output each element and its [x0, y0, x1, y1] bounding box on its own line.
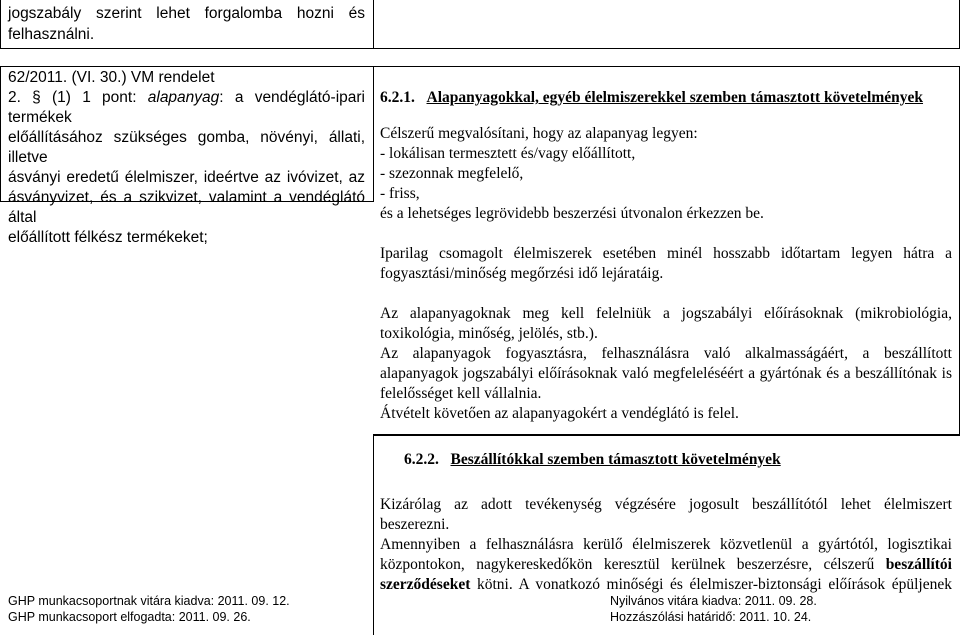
footer-right-line-1: Nyilvános vitára kiadva: 2011. 09. 28.: [610, 594, 817, 608]
left-para-line-5: előállított félkész termékeket;: [8, 229, 208, 246]
section-621-heading: [380, 88, 952, 108]
left-column-text: [8, 68, 365, 248]
footer-right-line-2: Hozzászólási határidő: 2011. 10. 24.: [610, 610, 812, 624]
section-622: [380, 450, 952, 595]
section-622-para1-line1: Kizárólag az adott tevékenység végzésére jogosult beszállítótól lehet élelmiszert: [380, 496, 952, 513]
left-para-line-1: 2. § (1) 1 pont: alapanyag: a vendéglátó-ipari termékek: [8, 89, 365, 126]
section-621: [380, 88, 952, 424]
section-622-para1-line2: beszerezni.: [380, 516, 450, 533]
footer-right: [610, 593, 817, 625]
section-622-para2-line3: [380, 575, 952, 595]
section-622-para2-line2-bold: beszállítói: [885, 556, 952, 573]
section-622-title: Beszállítókkal szemben támasztott követelmények: [450, 451, 781, 468]
section-621-para3-line1: Az alapanyagoknak meg kell felelniük a jogszabályi előírásoknak (mikrobiológia,: [380, 305, 952, 322]
section-622-para2-line2-text: központokon, nagykereskedőkön keresztül kerülnek beszerzésre, célszerű: [380, 556, 886, 573]
section-621-para5: Átvételt követően az alapanyagokért a vendéglátó is felel.: [380, 405, 739, 422]
section-621-bullet-1: - lokálisan termesztett és/vagy előállított,: [380, 145, 636, 162]
left-para-line-3: ásványi eredetű élelmiszer, ideértve az ivóvizet, az: [8, 169, 365, 186]
section-622-para2-line3-text: kötni. A vonatkozó minőségi és élelmiszer-biztonsági előírások épüljenek: [470, 576, 952, 593]
left-para-term: alapanyag: [147, 89, 220, 106]
section-621-intro: Célszerű megvalósítani, hogy az alapanyag legyen:: [380, 125, 698, 142]
section-621-para4-line2: alapanyagok jogszabályi előírásoknak való megfeleléséért a gyártónak és a beszállítónak is: [380, 365, 952, 382]
section-621-para2-line1: Iparilag csomagolt élelmiszerek esetében minél hosszabb időtartam legyen hátra a: [380, 245, 952, 262]
section-622-heading: [380, 450, 952, 470]
section-621-number: 6.2.1.: [380, 89, 415, 106]
left-heading: 62/2011. (VI. 30.) VM rendelet: [8, 69, 215, 86]
section-621-bullet-2: - szezonnak megfelelő,: [380, 165, 524, 182]
top-left-line-2: felhasználni.: [8, 26, 95, 43]
section-621-para2-line2: fogyasztási/minőség megőrzési idő lejáratáig.: [380, 265, 664, 282]
top-right-cell-border: [373, 0, 960, 49]
left-para-line-2: előállításához szükséges gomba, növényi, állati, illetve: [8, 129, 365, 166]
section-621-para4-line3: felelősséget kell vállalnia.: [380, 385, 542, 402]
section-621-bullet-3: - friss,: [380, 185, 420, 202]
footer-left-line-2: GHP munkacsoport elfogadta: 2011. 09. 26.: [8, 610, 251, 624]
section-622-para2-line1: Amennyiben a felhasználásra kerülő élelmiszerek közvetlenül a gyártótól, logisztikai: [380, 536, 952, 553]
footer-left-line-1: GHP munkacsoportnak vitára kiadva: 2011. 09. 12.: [8, 594, 290, 608]
section-621-title: Alapanyagokkal, egyéb élelmiszerekkel szemben támasztott követelmények: [426, 89, 924, 106]
section-622-para2-line2: [380, 555, 952, 575]
left-para-line-4: ásványvizet, és a szikvizet, valamint a vendéglátó által: [8, 189, 365, 226]
footer-left: [8, 593, 290, 625]
section-621-para3-line2: toxikológia, minőség, jelölés, stb.).: [380, 325, 598, 342]
top-left-cell-text: [8, 3, 365, 45]
section-621-bullets-tail: és a lehetséges legrövidebb beszerzési útvonalon érkezzen be.: [380, 205, 764, 222]
section-621-para4-line1: Az alapanyagok fogyasztásra, felhasználásra való alkalmasságáért, a beszállított: [380, 345, 952, 362]
section-622-para2-line3-bold: szerződéseket: [380, 576, 471, 593]
top-left-line-1: jogszabály szerint lehet forgalomba hozni és: [8, 5, 365, 22]
section-622-number: 6.2.2.: [404, 451, 439, 468]
